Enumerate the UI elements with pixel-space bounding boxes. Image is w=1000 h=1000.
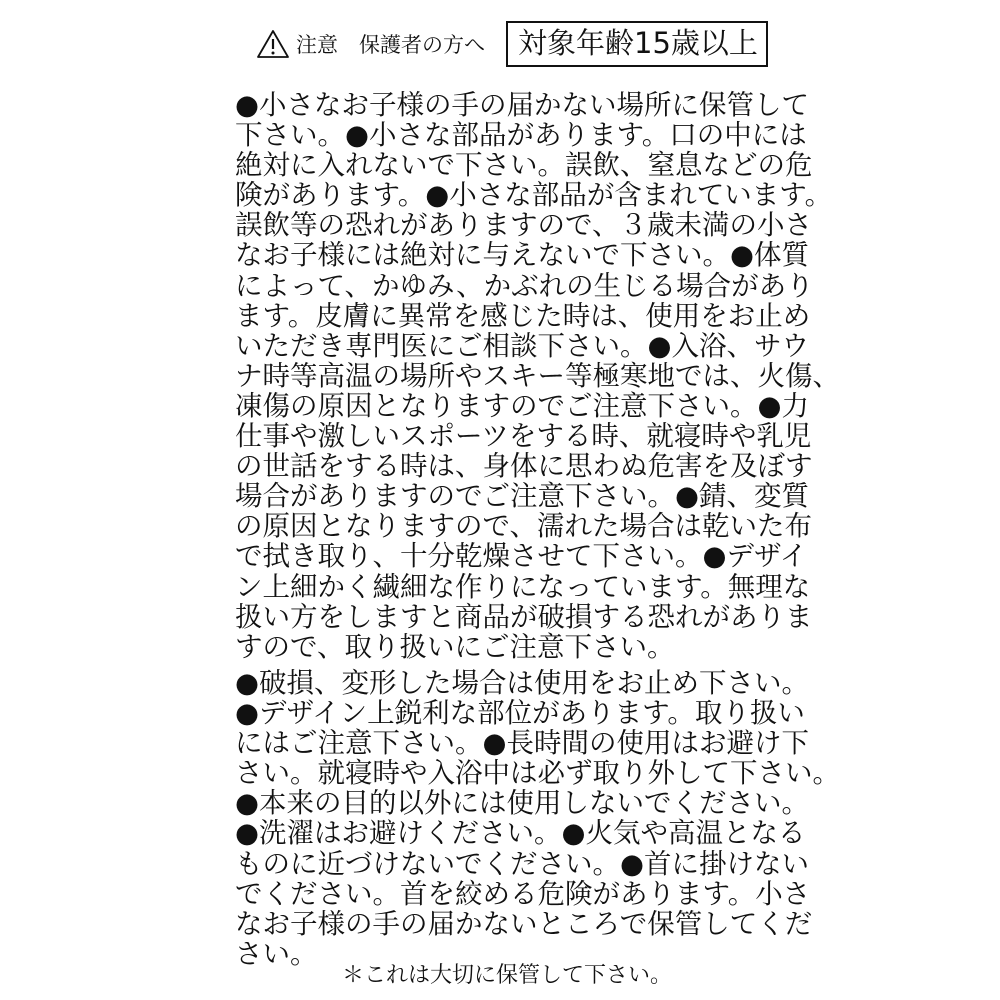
text-line: にはご注意下さい。●長時間の使用はお避け下 — [235, 727, 809, 760]
text-line: 険があります。●小さな部品が含まれています。 — [235, 179, 833, 212]
text-line: ナ時等高温の場所やスキー等極寒地では、火傷、 — [235, 359, 840, 392]
warning-triangle-icon — [256, 29, 290, 59]
header — [256, 19, 768, 69]
text-line: の原因となりますので、濡れた場合は乾いた布 — [235, 510, 812, 543]
text-line: なお子様の手の届かないところで保管してくだ — [235, 907, 813, 940]
age-notice-box: 対象年齢15歳以上 — [506, 21, 768, 67]
warning-paragraph-2 — [235, 667, 840, 970]
text-line: でください。首を絞める危険があります。小さ — [235, 877, 811, 910]
text-line: 仕事や激しいスポーツをする時、就寝時や乳児 — [235, 420, 812, 453]
text-line: によって、かゆみ、かぶれの生じる場合があり — [235, 269, 814, 302]
text-line: ●デザイン上鋭利な部位があります。取り扱い — [235, 697, 805, 730]
text-line: いただき専門医にご相談下さい。●入浴、サウ — [235, 329, 809, 362]
text-line: ものに近づけないでください。●首に掛けない — [235, 847, 809, 880]
text-line: 誤飲等の恐れがありますので、３歳未満の小さ — [235, 209, 812, 242]
text-line: ●小さなお子様の手の届かない場所に保管して — [235, 89, 809, 121]
text-line: ●洗濯はお避けください。●火気や高温となる — [235, 817, 806, 850]
text-line: 下さい。●小さな部品があります。口の中には — [235, 119, 807, 152]
text-line: ●破損、変形した場合は使用をお止め下さい。 — [235, 667, 809, 699]
text-line: さい。 — [235, 937, 318, 970]
text-line: ン上細かく繊細な作りになっています。無理な — [235, 570, 811, 603]
text-line: 絶対に入れないで下さい。誤飲、窒息などの危 — [235, 149, 813, 182]
guardian-label: 保護者の方へ — [359, 33, 485, 57]
caution-label: 注意 — [296, 33, 338, 57]
text-line: 扱い方をしますと商品が破損する恐れがありま — [235, 600, 813, 633]
keep-notice: ＊これは大切に保管して下さい。 — [342, 963, 673, 988]
text-line: なお子様には絶対に与えないで下さい。●体質 — [235, 239, 809, 272]
text-line: 凍傷の原因となりますのでご注意下さい。●力 — [235, 389, 809, 422]
text-line: ます。皮膚に異常を感じた時は、使用をお止め — [235, 299, 811, 332]
text-line: すので、取り扱いにご注意下さい。 — [235, 630, 675, 663]
text-line: ●本来の目的以外には使用しないでください。 — [235, 787, 809, 820]
text-line: 場合がありますのでご注意下さい。●錆、変質 — [235, 480, 809, 513]
text-line: の世話をする時は、身体に思わぬ危害を及ぼす — [235, 450, 813, 483]
text-line: で拭き取り、十分乾燥させて下さい。●デザイ — [235, 540, 808, 573]
text-line: さい。就寝時や入浴中は必ず取り外して下さい。 — [235, 757, 840, 790]
warning-paragraph-1 — [235, 89, 840, 663]
